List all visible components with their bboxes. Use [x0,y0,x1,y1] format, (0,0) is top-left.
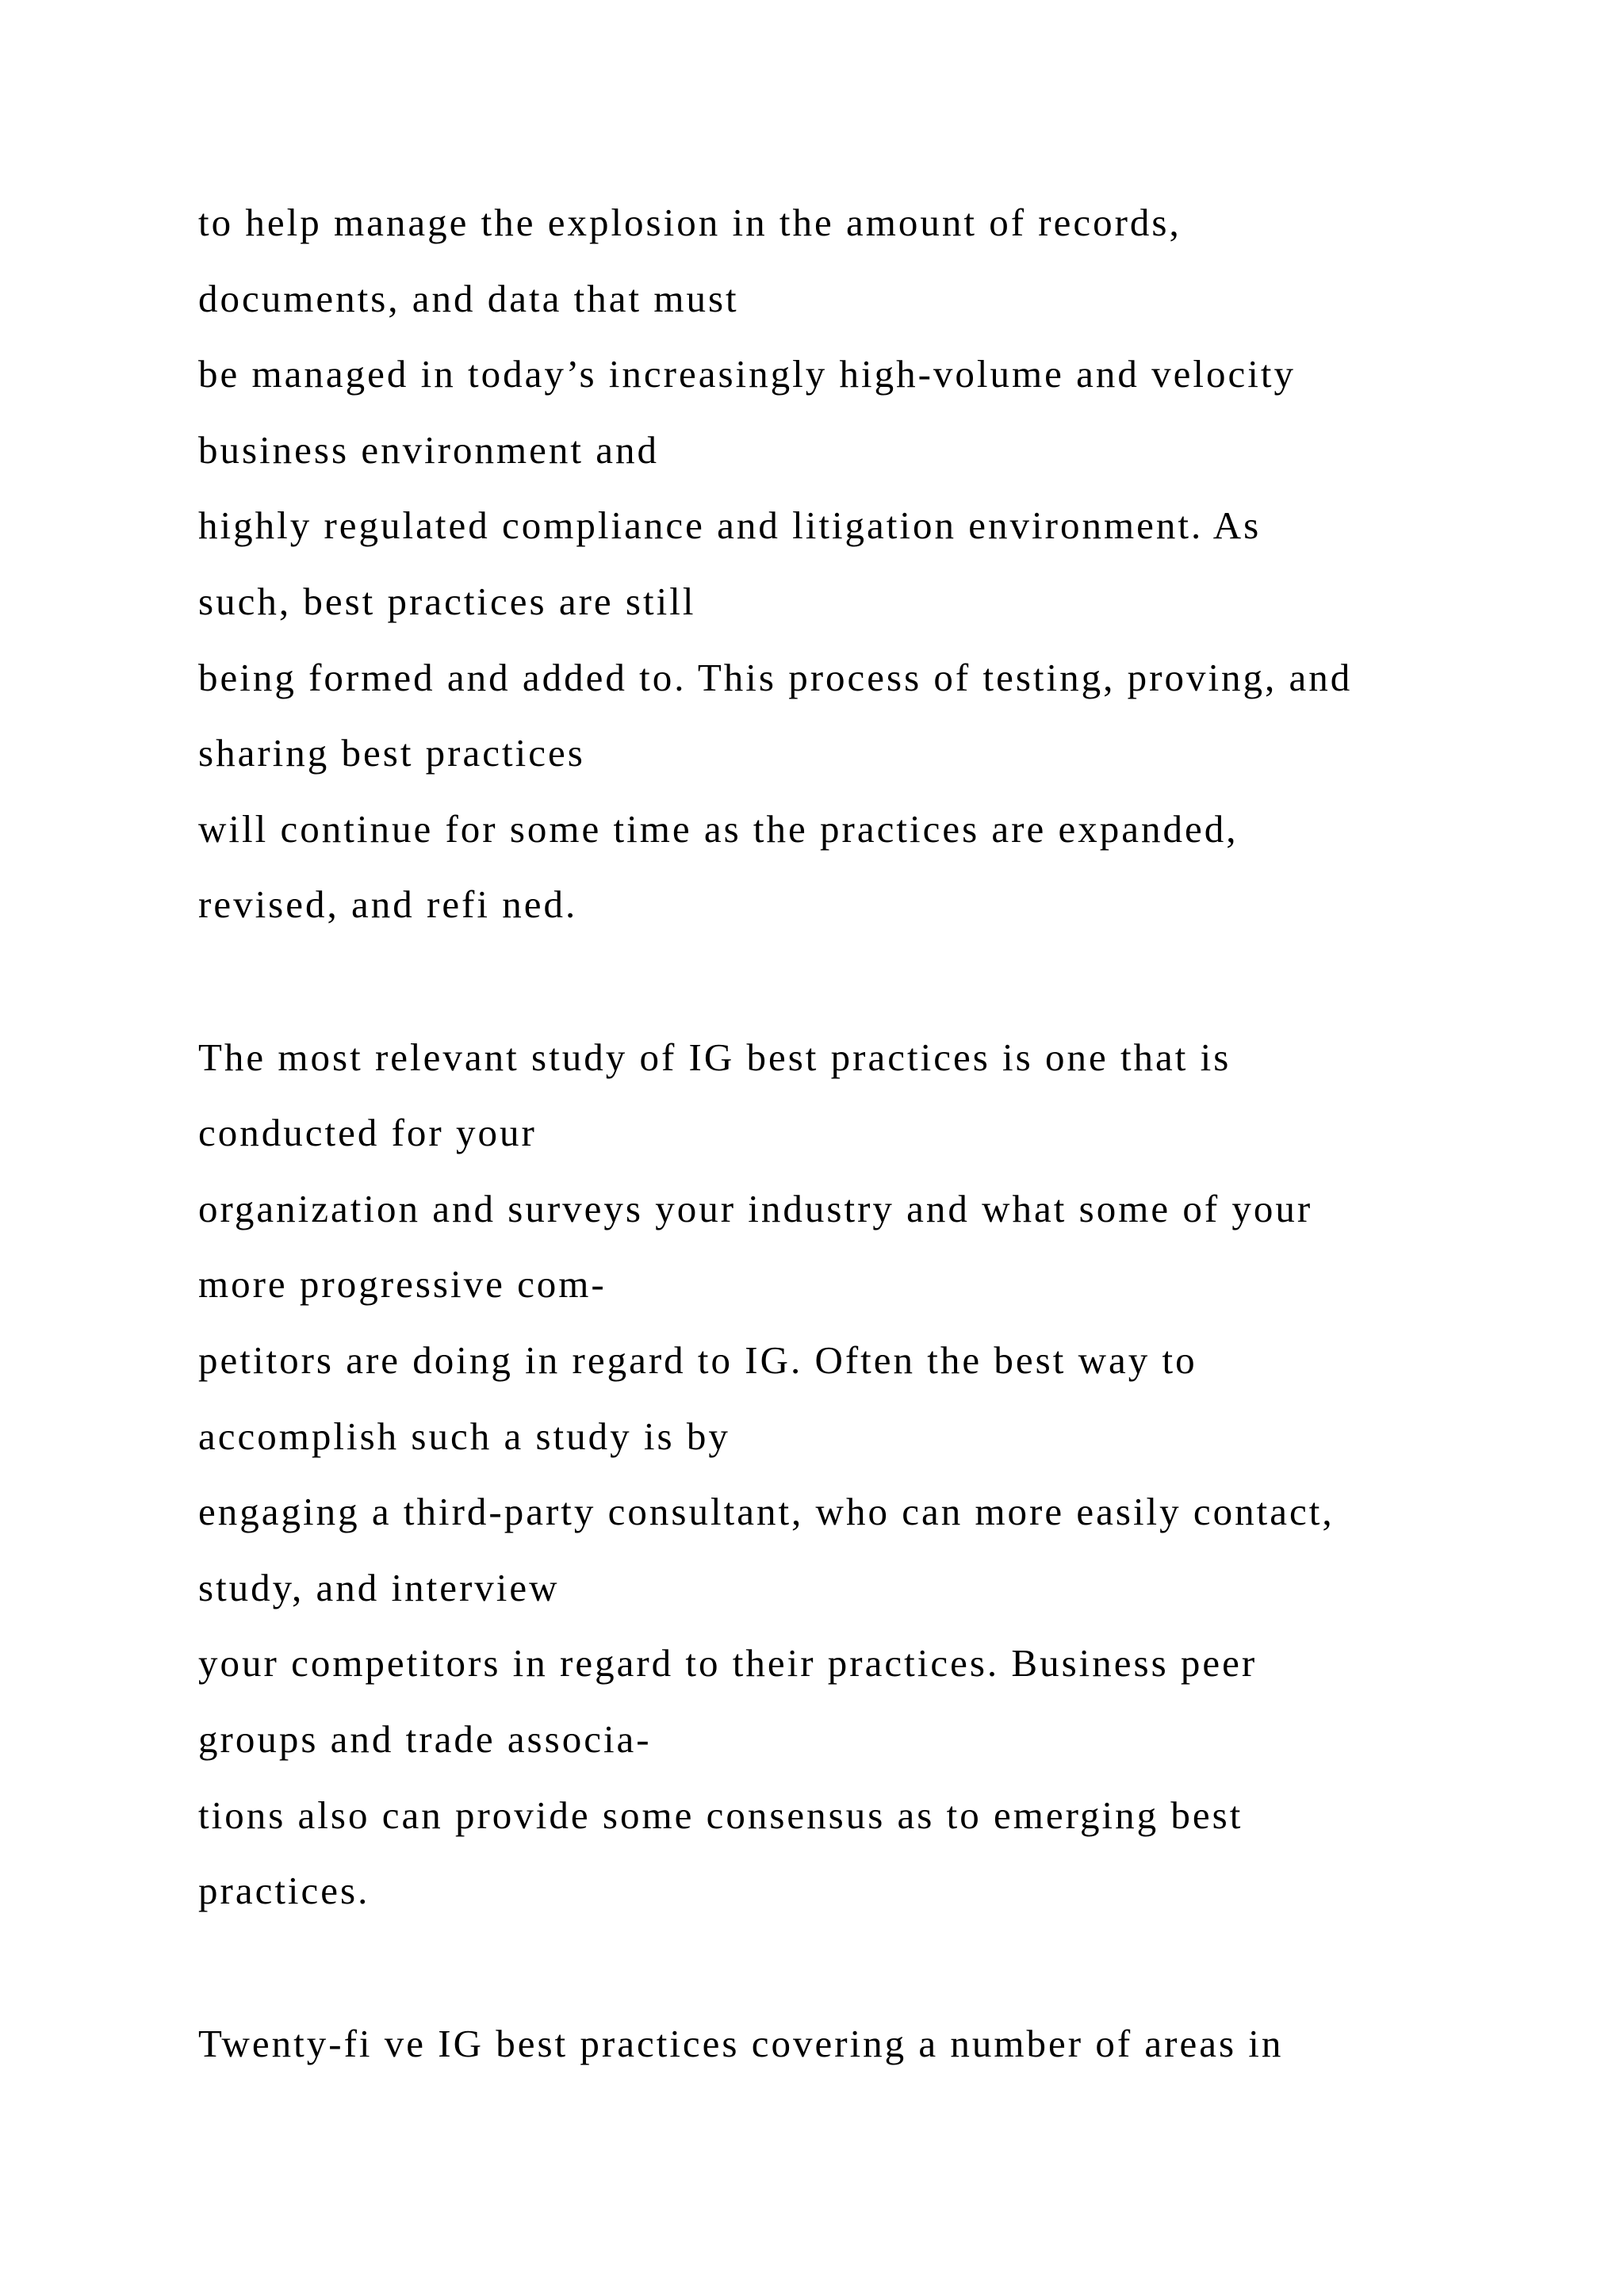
text-line: study, and interview [198,1566,560,1609]
text-line: to help manage the explosion in the amount of records, [198,201,1182,244]
text-line: petitors are doing in regard to IG. Often the best way to [198,1338,1197,1382]
text-line: sharing best practices [198,731,585,775]
text-line: your competitors in regard to their practices. Business peer [198,1641,1258,1685]
text-line: business environment and [198,428,659,472]
text-line: be managed in today’s increasingly high-volume and velocity [198,352,1296,396]
text-line: will continue for some time as the practices are expanded, [198,807,1239,851]
text-line: engaging a third-party consultant, who can more easily contact, [198,1490,1335,1533]
text-line: organization and surveys your industry and what some of your [198,1187,1313,1230]
text-line: tions also can provide some consensus as to emerging best [198,1793,1243,1837]
text-line: highly regulated compliance and litigation environment. As [198,503,1262,547]
text-line: The most relevant study of IG best practices is one that is [198,1035,1231,1079]
text-line: revised, and refi ned. [198,882,578,926]
text-line: such, best practices are still [198,580,696,623]
text-line: groups and trade associa- [198,1717,652,1761]
text-line: practices. [198,1869,370,1912]
text-line: being formed and added to. This process of testing, proving, and [198,656,1353,699]
text-line: conducted for your [198,1111,537,1154]
text-line: more progressive com- [198,1262,607,1306]
text-line: Twenty-fi ve IG best practices covering a number of areas in [198,2022,1284,2065]
text-line: documents, and data that must [198,277,739,320]
text-line: accomplish such a study is by [198,1414,730,1458]
